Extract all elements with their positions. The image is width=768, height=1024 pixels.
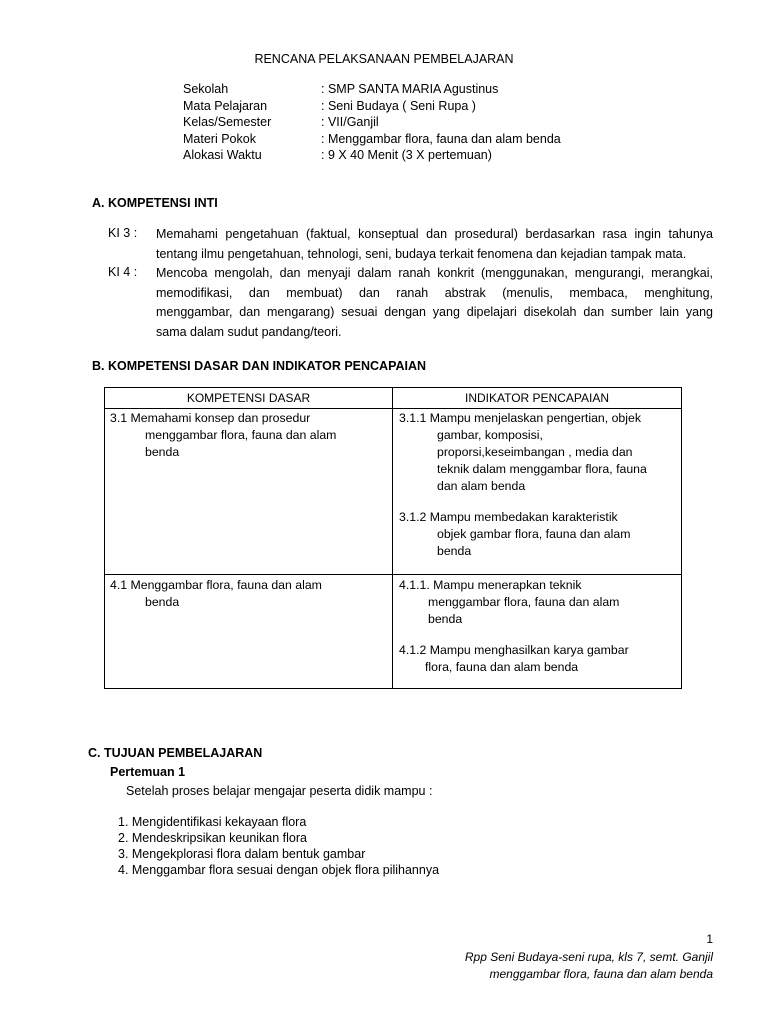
cell-line: menggambar flora, fauna dan alam xyxy=(428,595,620,609)
cell-line: teknik dalam menggambar flora, fauna xyxy=(437,462,647,476)
ki3-line: Memahami pengetahuan (faktual, konseptual dan prosedural) berdasarkan rasa ingin tahunya xyxy=(156,227,713,241)
identity-value-topic: : Menggambar flora, fauna dan alam benda xyxy=(321,132,561,146)
page-number: 1 xyxy=(706,932,713,946)
identity-label-class: Kelas/Semester xyxy=(183,115,272,129)
section-c-heading: C. TUJUAN PEMBELAJARAN xyxy=(88,746,263,760)
identity-value-subject: : Seni Budaya ( Seni Rupa ) xyxy=(321,99,476,113)
identity-value-class: : VII/Ganjil xyxy=(321,115,379,129)
cell-line: 4.1.1. Mampu menerapkan teknik xyxy=(399,578,582,592)
identity-value-school: : SMP SANTA MARIA Agustinus xyxy=(321,82,499,96)
objective-item: 1. Mengidentifikasi kekayaan flora xyxy=(118,815,307,829)
objective-item: 2. Mendeskripsikan keunikan flora xyxy=(118,831,307,845)
document-title: RENCANA PELAKSANAAN PEMBELAJARAN xyxy=(254,52,514,66)
table-cell-kd-3-1 xyxy=(105,409,393,575)
table-cell-ip-4-1 xyxy=(393,575,682,689)
competency-table xyxy=(104,387,682,689)
cell-line: benda xyxy=(428,612,463,626)
identity-value-time: : 9 X 40 Menit (3 X pertemuan) xyxy=(321,148,492,162)
cell-line: 4.1.2 Mampu menghasilkan karya gambar xyxy=(399,643,629,657)
ki4-label: KI 4 : xyxy=(108,265,138,279)
cell-line: benda xyxy=(145,595,180,609)
cell-line: benda xyxy=(145,445,180,459)
ki3-text xyxy=(156,225,713,264)
ki4-text xyxy=(156,264,713,342)
table-cell-ip-3-1 xyxy=(393,409,682,575)
cell-line: 3.1 Memahami konsep dan prosedur xyxy=(110,411,311,425)
section-a-heading: A. KOMPETENSI INTI xyxy=(92,196,218,210)
column-header-ip: INDIKATOR PENCAPAIAN xyxy=(393,388,682,409)
objective-item: 4. Menggambar flora sesuai dengan objek flora pilihannya xyxy=(118,863,440,877)
objective-item: 3. Mengekplorasi flora dalam bentuk gambar xyxy=(118,847,366,861)
cell-line: benda xyxy=(437,544,472,558)
ki3-label: KI 3 : xyxy=(108,226,138,240)
ki4-line: sama dalam sudut pandang/teori. xyxy=(156,324,342,339)
column-header-kd: KOMPETENSI DASAR xyxy=(105,388,393,409)
cell-line: flora, fauna dan alam benda xyxy=(425,660,579,674)
cell-line: 3.1.1 Mampu menjelaskan pengertian, objek xyxy=(399,411,641,425)
ki3-line: tentang ilmu pengetahuan, tehnologi, seni, budaya terkait fenomena dan kejadian tampak mata. xyxy=(156,246,687,261)
ki4-line: menggambar, dan mengarang) sesuai dengan yang dipelajari disekolah dan sumber lain yang xyxy=(156,305,713,320)
footer-caption-line: menggambar flora, fauna dan alam benda xyxy=(489,967,713,981)
ki4-line: Mencoba mengolah, dan menyaji dalam ranah konkrit (menggunakan, mengurangi, merangkai, xyxy=(156,266,713,280)
identity-label-topic: Materi Pokok xyxy=(183,132,256,146)
cell-line: proporsi,keseimbangan , media dan xyxy=(437,445,633,459)
identity-label-time: Alokasi Waktu xyxy=(183,148,262,162)
table-cell-kd-4-1 xyxy=(105,575,393,689)
objective-intro: Setelah proses belajar mengajar peserta didik mampu : xyxy=(126,784,433,798)
identity-label-subject: Mata Pelajaran xyxy=(183,99,268,113)
cell-line: menggambar flora, fauna dan alam xyxy=(145,428,337,442)
ki4-line: memodifikasi, dan membuat) dan ranah abstrak (menulis, membaca, menghitung, xyxy=(156,285,713,300)
cell-line: dan alam benda xyxy=(437,479,526,493)
cell-line: objek gambar flora, fauna dan alam xyxy=(437,527,631,541)
footer-caption-line: Rpp Seni Budaya-seni rupa, kls 7, semt. Ganjil xyxy=(464,950,713,964)
cell-line: 4.1 Menggambar flora, fauna dan alam xyxy=(110,578,322,592)
identity-label-school: Sekolah xyxy=(183,82,229,96)
section-b-heading: B. KOMPETENSI DASAR DAN INDIKATOR PENCAPAIAN xyxy=(92,359,427,373)
meeting-label: Pertemuan 1 xyxy=(110,765,186,779)
cell-line: 3.1.2 Mampu membedakan karakteristik xyxy=(399,510,618,524)
cell-line: gambar, komposisi, xyxy=(437,428,543,442)
